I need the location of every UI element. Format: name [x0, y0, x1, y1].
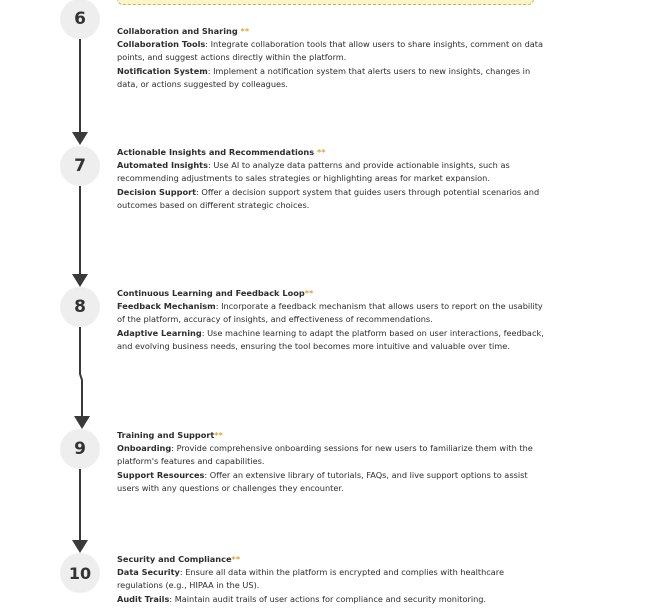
- step-item: Audit Trails: Maintain audit trails of user actions for compliance and security monitoring.: [117, 593, 487, 604]
- arrowhead-10: [72, 540, 88, 553]
- step-item: Data Security: Ensure all data within the platform is encrypted and complies with healthcare regulations (e.g., HIPAA in the US).: [117, 567, 505, 591]
- arrowhead-7: [72, 132, 88, 145]
- stars: **: [240, 26, 250, 36]
- step-item: Feedback Mechanism: Incorporate a feedback mechanism that allows users to report on the usability of the platform, accuracy of insights, and effectiveness of recommendations.: [117, 301, 543, 325]
- step-title: Training and Support**: [117, 430, 223, 440]
- stars: **: [231, 554, 241, 564]
- step-item: Support Resources: Offer an extensive library of tutorials, FAQs, and live support options to assist users with any questions or challenges they encounter.: [117, 469, 528, 493]
- connector-8-9: [80, 327, 82, 418]
- step-number-circle: [60, 0, 100, 39]
- step-number: 9: [74, 439, 86, 459]
- step-item: Adaptive Learning: Use machine learning to adapt the platform based on user interactions, feedback, and evolving business needs, ensuring the tool becomes more intuitive and valuable over time.: [117, 327, 544, 351]
- step-title: Collaboration and Sharing **: [117, 26, 250, 36]
- step-number: 10: [68, 563, 92, 583]
- stars: **: [214, 430, 223, 440]
- step-title: Security and Compliance**: [117, 554, 241, 564]
- step-item: Decision Support: Offer a decision support system that guides users through potential scenarios and outcomes based on different strategic choices.: [117, 186, 540, 210]
- stars: **: [304, 288, 314, 298]
- arrowhead-9: [74, 416, 90, 429]
- step-item: Notification System: Implement a notification system that alerts users to new insights, changes in data, or actions suggested by colleagues.: [117, 65, 531, 89]
- step-number: 8: [74, 297, 86, 317]
- step-item: Collaboration Tools: Integrate collaboration tools that allow users to share insights, comment on data points, and suggest actions directly within the platform.: [117, 39, 544, 63]
- step-item: Onboarding: Provide comprehensive onboarding sessions for new users to familiarize them with the platform's features and capabilities.: [117, 443, 533, 467]
- stars: **: [316, 147, 326, 157]
- step-number: 6: [74, 9, 86, 29]
- step-number-circle: [60, 553, 100, 593]
- step-text-block: [117, 429, 547, 495]
- arrowhead-8: [72, 274, 88, 287]
- step-text-block: [117, 146, 547, 212]
- step-item: Automated Insights: Use AI to analyze data patterns and provide actionable insights, such as recommending adjustments to sales strategies or highlighting areas for market expansion.: [117, 160, 510, 184]
- step-number-circle: [60, 287, 100, 327]
- step-title: Continuous Learning and Feedback Loop**: [117, 288, 314, 298]
- step-number-circle: [60, 146, 100, 186]
- step-number: 7: [74, 156, 86, 176]
- step-text-block: [117, 553, 547, 606]
- step-number-circle: [60, 429, 100, 469]
- step-title: Actionable Insights and Recommendations **: [117, 147, 326, 157]
- step-text-block: [117, 287, 547, 353]
- step-text-block: [117, 25, 547, 91]
